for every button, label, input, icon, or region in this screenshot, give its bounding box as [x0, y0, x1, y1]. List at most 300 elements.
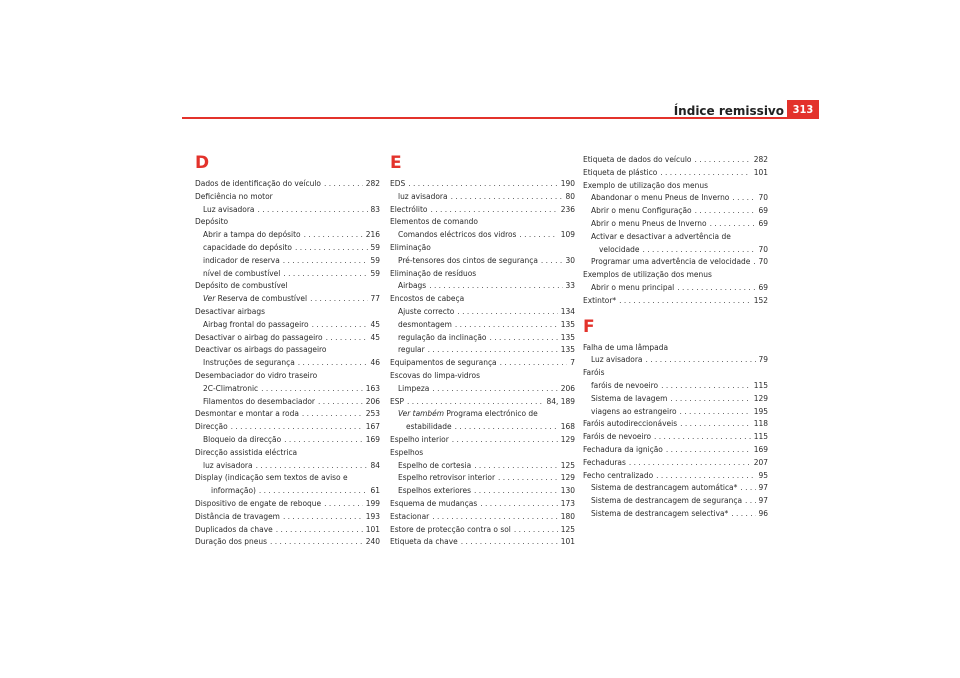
index-entry: [583, 294, 768, 307]
entry-page-number: 282: [753, 154, 768, 164]
index-entry: [195, 369, 380, 382]
entry-text: [211, 484, 256, 497]
entry-label: EDS: [390, 178, 406, 188]
entry-page-number: 180: [560, 510, 575, 521]
entry-text: [398, 318, 452, 331]
index-column-1: [195, 153, 380, 548]
index-subentry: [390, 228, 575, 241]
entry-page-number: 59: [370, 241, 380, 252]
index-subentry: [195, 228, 380, 241]
entry-text: [390, 497, 477, 510]
index-entry: [195, 279, 380, 292]
entry-page-number: 190: [560, 178, 575, 188]
entry-page-number: 45: [370, 318, 380, 329]
entry-label: Instruções de segurança: [203, 357, 295, 368]
entry-text: [583, 443, 663, 456]
entry-text: [203, 382, 258, 395]
index-subentry: [390, 318, 575, 331]
index-column-2: [390, 153, 575, 548]
entry-text: [203, 228, 301, 241]
index-subentry: [583, 204, 768, 217]
entry-text: [195, 280, 288, 290]
entry-label: Fecho centralizado: [583, 469, 654, 480]
index-entry: [583, 417, 768, 430]
entry-label: Reserva de combustível: [217, 293, 308, 304]
index-entry: [390, 356, 575, 369]
entry-text: [591, 379, 658, 392]
entry-label: Desmontar e montar a roda: [195, 408, 299, 419]
index-entry: [195, 190, 380, 203]
entry-page-number: 115: [753, 431, 768, 442]
index-entry: [390, 369, 575, 382]
dot-leader: [324, 497, 363, 510]
index-subentry: [390, 420, 575, 433]
entry-label: Faróis de nevoeiro: [583, 431, 652, 442]
dot-leader: [276, 523, 363, 536]
index-subentry: [583, 191, 768, 204]
entry-page-number: 109: [560, 229, 575, 240]
entry-text: [398, 343, 425, 356]
entry-page-number: 96: [758, 507, 768, 518]
entry-text: [591, 217, 707, 230]
index-subentry: [390, 407, 575, 420]
entry-page-number: 69: [758, 217, 768, 228]
entry-label: Limpeza: [398, 382, 430, 393]
entry-text: [195, 370, 317, 380]
entry-label: Sistema de destrancagem de segurança: [591, 495, 743, 506]
entry-label: Sistema de destrancagem selectiva*: [591, 507, 729, 518]
entry-label: regular: [398, 344, 425, 355]
entry-label: Fechaduras: [583, 456, 626, 467]
dot-leader: [461, 535, 558, 548]
dot-leader: [429, 279, 562, 292]
entry-text: [591, 191, 729, 204]
entry-label: Abrir o menu Pneus de Inverno: [591, 217, 707, 228]
entry-page-number: 101: [560, 536, 575, 547]
entry-page-number: 129: [753, 392, 768, 403]
entry-page-number: 129: [560, 472, 575, 483]
index-entry: [195, 305, 380, 318]
dot-leader: [666, 443, 751, 456]
entry-text: [203, 203, 255, 216]
entry-label: Luz avisadora: [591, 354, 643, 365]
entry-label: desmontagem: [398, 318, 452, 329]
entry-page-number: 195: [753, 405, 768, 416]
page-title: Índice remissivo: [673, 104, 784, 118]
entry-page-number: 167: [365, 421, 380, 432]
index-entry: [583, 443, 768, 456]
index-subentry: [583, 494, 768, 507]
entry-label: Estacionar: [390, 510, 430, 521]
entry-label: Airbags: [398, 280, 427, 291]
index-subentry: [195, 203, 380, 216]
entry-text: [195, 523, 273, 536]
index-subentry: [390, 279, 575, 292]
entry-page-number: 193: [365, 510, 380, 521]
entry-page-number: 206: [365, 395, 380, 406]
entry-text: [583, 166, 657, 179]
dot-leader: [231, 420, 363, 433]
entry-label: Sistema de lavagem: [591, 392, 668, 403]
entry-text: [390, 523, 511, 536]
entry-page-number: 70: [758, 192, 768, 203]
entry-label: luz avisadora: [203, 459, 253, 470]
index-entry: [583, 366, 768, 379]
index-subentry: [195, 484, 380, 497]
entry-page-number: 206: [560, 382, 575, 393]
index-entry: [390, 177, 575, 190]
entry-text: [398, 279, 426, 292]
entry-label: indicador de reserva: [203, 254, 280, 265]
dot-leader: [642, 243, 755, 256]
entry-label: Espelho de cortesia: [398, 459, 472, 470]
entry-text: [398, 331, 487, 344]
entry-text: [591, 231, 731, 241]
index-subentry: [390, 484, 575, 497]
entry-text: [390, 447, 423, 457]
entry-label: luz avisadora: [398, 190, 448, 201]
index-entry: [583, 153, 768, 166]
entry-text: [195, 331, 323, 344]
entry-page-number: 59: [370, 254, 380, 265]
dot-leader: [541, 254, 563, 267]
entry-label: Extintor*: [583, 294, 617, 305]
entry-page-number: 69: [758, 281, 768, 292]
entry-label: Depósito: [195, 216, 229, 227]
entry-see-ref: Ver também: [398, 408, 445, 419]
index-subentry: [390, 471, 575, 484]
entry-text: [195, 306, 265, 316]
index-subentry: [583, 230, 768, 243]
entry-text: [583, 456, 626, 469]
index-entry: [195, 497, 380, 510]
index-subentry: [195, 267, 380, 280]
dot-leader: [432, 510, 558, 523]
index-subentry: [390, 382, 575, 395]
entry-text: [591, 481, 737, 494]
entry-text: [583, 153, 691, 166]
entry-label: Fechadura da ignição: [583, 443, 663, 454]
section-letter-heading: F: [583, 316, 595, 337]
dot-leader: [455, 318, 558, 331]
dot-leader: [432, 382, 557, 395]
index-subentry: [390, 254, 575, 267]
entry-page-number: 46: [370, 357, 380, 368]
entry-label: Bloqueio da direcção: [203, 433, 282, 444]
entry-label: Deactivar os airbags do passageiro: [195, 344, 327, 355]
index-subentry: [583, 281, 768, 294]
entry-label: Equipamentos de segurança: [390, 357, 497, 368]
entry-text: [390, 395, 404, 408]
entry-label: Encostos de cabeça: [390, 293, 465, 304]
dot-leader: [261, 382, 363, 395]
entry-label: Dados de identificação do veículo: [195, 178, 321, 188]
index-entry: [195, 331, 380, 344]
entry-text: [591, 204, 692, 217]
entry-text: [195, 420, 228, 433]
dot-leader: [312, 318, 368, 331]
entry-page-number: 61: [370, 485, 380, 496]
index-entry: [195, 177, 380, 190]
entry-text: [591, 281, 674, 294]
entry-text: [583, 469, 653, 482]
entry-text: [398, 408, 538, 418]
index-entry: [195, 407, 380, 420]
index-subentry: [583, 379, 768, 392]
entry-text: [203, 395, 315, 408]
entry-text: [390, 510, 429, 523]
entry-label: Depósito de combustível: [195, 280, 288, 291]
entry-label: Desembaciador do vidro traseiro: [195, 369, 318, 380]
dot-leader: [451, 190, 563, 203]
entry-label: Duração dos pneus: [195, 536, 267, 547]
dot-leader: [654, 430, 751, 443]
entry-text: [398, 228, 516, 241]
dot-leader: [428, 343, 558, 356]
entry-label: Pré-tensores dos cintos de segurança: [398, 254, 538, 265]
entry-label: Deficiência no motor: [195, 190, 273, 201]
entry-label: regulação da inclinação: [398, 331, 487, 342]
dot-leader: [677, 281, 755, 294]
entry-text: [591, 392, 667, 405]
index-entry: [390, 433, 575, 446]
entry-text: [195, 535, 267, 548]
entry-label: informação): [211, 485, 256, 496]
index-subentry: [390, 305, 575, 318]
entry-page-number: 173: [560, 497, 575, 508]
entry-text: [390, 268, 476, 278]
entry-page-number: 125: [560, 459, 575, 470]
dot-leader: [256, 459, 368, 472]
dot-leader: [731, 507, 755, 520]
entry-page-number: 129: [560, 433, 575, 444]
index-entry: [195, 343, 380, 356]
index-subentry: [583, 405, 768, 418]
entry-label: Abrir o menu Configuração: [591, 205, 692, 216]
entry-page-number: 216: [365, 229, 380, 240]
dot-leader: [407, 395, 544, 408]
entry-text: [398, 459, 471, 472]
entry-text: [390, 370, 480, 380]
index-entry: [583, 456, 768, 469]
dot-leader: [431, 203, 558, 216]
dot-leader: [326, 331, 368, 344]
entry-label: Desactivar airbags: [195, 305, 265, 316]
dot-leader: [295, 241, 368, 254]
entry-page-number: 118: [753, 418, 768, 429]
entry-text: [583, 294, 616, 307]
entry-text: [398, 305, 454, 318]
entry-label: Etiqueta da chave: [390, 536, 458, 547]
entry-label: Programar uma advertência de velocidade: [591, 256, 751, 267]
entry-page-number: 115: [753, 379, 768, 390]
entry-text: [398, 190, 448, 203]
entry-text: [406, 420, 452, 433]
index-subentry: [195, 459, 380, 472]
entry-page-number: 135: [560, 344, 575, 355]
entry-label: Abandonar o menu Pneus de Inverno: [591, 192, 730, 203]
entry-text: [203, 356, 295, 369]
entry-label: Duplicados da chave: [195, 523, 273, 534]
dot-leader: [646, 353, 756, 366]
entry-text: [195, 344, 327, 354]
dot-leader: [408, 177, 558, 190]
entry-text: [591, 507, 728, 520]
index-entry: [195, 510, 380, 523]
index-entry: [195, 420, 380, 433]
index-subentry: [195, 292, 380, 305]
entry-text: [390, 177, 405, 190]
dot-leader: [270, 535, 363, 548]
section-spacer: [583, 307, 768, 317]
entry-text: [390, 293, 464, 303]
dot-leader: [498, 471, 558, 484]
index-entry: [390, 395, 575, 408]
entry-label: capacidade do depósito: [203, 241, 292, 252]
entry-page-number: 70: [758, 243, 768, 254]
entry-text: [203, 241, 292, 254]
entry-page-number: 152: [753, 294, 768, 305]
index-entry: [390, 215, 575, 228]
dot-leader: [619, 294, 751, 307]
entry-text: [203, 292, 307, 305]
index-subentry: [583, 243, 768, 256]
entry-label: Eliminação: [390, 241, 431, 252]
entry-text: [599, 243, 639, 256]
index-subentry: [195, 382, 380, 395]
entry-page-number: 163: [365, 382, 380, 393]
entry-text: [583, 342, 668, 352]
entry-text: [398, 471, 495, 484]
entry-label: nível de combustível: [203, 267, 281, 278]
entry-text: [203, 267, 280, 280]
dot-leader: [695, 204, 756, 217]
dot-leader: [452, 433, 558, 446]
index-entry: [583, 341, 768, 354]
entry-label: Electrólito: [390, 203, 428, 214]
page-number: 313: [787, 100, 819, 119]
dot-leader: [304, 228, 363, 241]
entry-text: [203, 433, 281, 446]
entry-page-number: 169: [365, 433, 380, 444]
index-subentry: [390, 343, 575, 356]
entry-label: Espelhos: [390, 446, 424, 457]
dot-leader: [283, 510, 363, 523]
entry-text: [591, 405, 677, 418]
index-subentry: [583, 481, 768, 494]
index-entry: [390, 267, 575, 280]
index-entry: [390, 203, 575, 216]
section-letter-heading: D: [195, 153, 210, 173]
entry-text: [195, 216, 228, 226]
entry-label: Falha de uma lâmpada: [583, 341, 669, 352]
entry-label: Estore de protecção contra o sol: [390, 523, 511, 534]
entry-text: [591, 494, 742, 507]
dot-leader: [324, 177, 363, 190]
dot-leader: [283, 254, 368, 267]
entry-page-number: 253: [365, 408, 380, 419]
entry-page-number: 101: [365, 523, 380, 534]
entry-text: [203, 318, 309, 331]
index-subentry: [195, 241, 380, 254]
index-subentry: [195, 318, 380, 331]
entry-text: [195, 472, 348, 482]
entry-label: Display (indicação sem textos de aviso e: [195, 472, 348, 483]
dot-leader: [284, 433, 363, 446]
entry-page-number: 79: [758, 354, 768, 365]
entry-text: [195, 407, 299, 420]
dot-leader: [298, 356, 368, 369]
entry-text: [583, 367, 605, 377]
entry-page-number: 84, 189: [546, 395, 575, 406]
entry-page-number: 101: [753, 166, 768, 177]
entry-label: Esquema de mudanças: [390, 497, 478, 508]
entry-label: velocidade: [599, 243, 640, 254]
entry-see-ref: Ver: [203, 293, 216, 304]
dot-leader: [490, 331, 558, 344]
entry-page-number: 168: [560, 421, 575, 432]
entry-page-number: 97: [758, 495, 768, 506]
entry-page-number: 83: [370, 203, 380, 214]
entry-label: Comandos eléctricos dos vidros: [398, 229, 517, 240]
dot-leader: [457, 305, 557, 318]
index-subentry: [195, 356, 380, 369]
entry-text: [195, 510, 280, 523]
entry-text: [390, 203, 428, 216]
entry-page-number: 95: [758, 469, 768, 480]
index-subentry: [390, 331, 575, 344]
dot-leader: [310, 292, 367, 305]
dot-leader: [745, 494, 755, 507]
entry-text: [390, 535, 458, 548]
dot-leader: [661, 379, 751, 392]
dot-leader: [740, 481, 755, 494]
entry-page-number: 59: [370, 267, 380, 278]
entry-page-number: 282: [365, 178, 380, 188]
entry-label: Escovas do limpa-vidros: [390, 369, 480, 380]
entry-label: Sistema de destrancagem automática*: [591, 482, 738, 493]
entry-page-number: 134: [560, 305, 575, 316]
index-entry: [390, 241, 575, 254]
entry-label: Espelho interior: [390, 433, 449, 444]
entry-page-number: 77: [370, 293, 380, 304]
entry-label: Espelho retrovisor interior: [398, 472, 496, 483]
index-entry: [390, 510, 575, 523]
dot-leader: [660, 166, 750, 179]
dot-leader: [710, 217, 756, 230]
entry-text: [583, 430, 651, 443]
entry-text: [591, 353, 643, 366]
index-entry: [583, 166, 768, 179]
index-subentry: [583, 217, 768, 230]
entry-page-number: 80: [565, 190, 575, 201]
entry-text: [390, 216, 478, 226]
entry-text: [583, 417, 677, 430]
dot-leader: [318, 395, 363, 408]
index-subentry: [583, 255, 768, 268]
entry-text: [583, 269, 712, 279]
dot-leader: [283, 267, 367, 280]
index-subentry: [195, 395, 380, 408]
entry-label: Abrir o menu principal: [591, 281, 675, 292]
entry-label: Exemplos de utilização dos menus: [583, 269, 712, 280]
entry-page-number: 70: [758, 256, 768, 267]
entry-label: Desactivar o airbag do passageiro: [195, 331, 323, 342]
entry-page-number: 169: [753, 443, 768, 454]
index-entry: [583, 430, 768, 443]
entry-text: [203, 254, 280, 267]
entry-label: Elementos de comando: [390, 216, 478, 227]
